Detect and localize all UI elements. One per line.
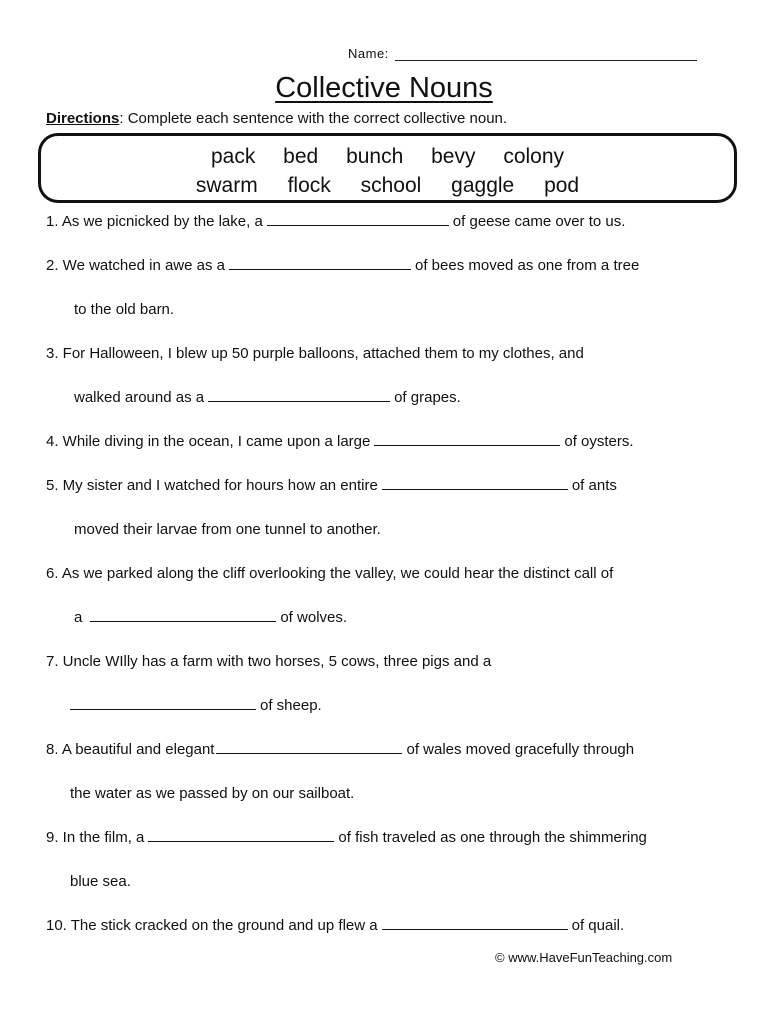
word-bank-word: bevy (431, 145, 476, 168)
page-title-text: Collective Nouns (275, 72, 493, 104)
name-label: Name: (348, 46, 389, 61)
word-bank-word: flock (287, 174, 331, 197)
answer-blank-4[interactable] (374, 431, 560, 446)
question-text: of quail. (571, 917, 625, 934)
answer-blank-3[interactable] (208, 387, 390, 402)
question-text: of oysters. (564, 433, 634, 450)
page-title (0, 70, 768, 106)
question-text: 9. In the film, a (46, 829, 145, 846)
word-bank-row-1 (41, 144, 734, 170)
question-text: of sheep. (260, 697, 322, 714)
question-2-continued (74, 299, 174, 321)
word-bank-word: swarm (195, 174, 258, 197)
answer-blank-8[interactable] (216, 739, 402, 754)
question-text: of wolves. (280, 609, 348, 626)
word-bank-word: gaggle (451, 174, 515, 197)
answer-blank-7[interactable] (70, 695, 256, 710)
question-3 (46, 343, 584, 365)
question-2 (46, 255, 639, 277)
question-4 (46, 431, 634, 453)
question-9 (46, 827, 647, 849)
answer-blank-10[interactable] (382, 915, 568, 930)
question-text: 5. My sister and I watched for hours how an entire (46, 477, 378, 494)
question-9-continued (70, 871, 131, 893)
question-text: 4. While diving in the ocean, I came upon a large (46, 433, 371, 450)
directions-label: Directions (46, 110, 120, 127)
question-1 (46, 211, 625, 233)
question-8 (46, 739, 634, 761)
question-6-continued (74, 607, 347, 629)
question-text: of bees moved as one from a tree (415, 257, 640, 274)
question-text: of ants (571, 477, 617, 494)
directions-text: : Complete each sentence with the correct collective noun. (119, 110, 508, 127)
word-bank-word: pod (544, 174, 580, 197)
question-8-continued (70, 783, 354, 805)
copyright-text: © www.HaveFunTeaching.com (495, 950, 673, 965)
word-bank-word: colony (503, 145, 565, 168)
question-6 (46, 563, 613, 585)
question-text: 8. A beautiful and elegant (46, 741, 215, 758)
question-text: of geese came over to us. (452, 213, 626, 230)
question-text: 1. As we picnicked by the lake, a (46, 213, 263, 230)
word-bank-row-2 (41, 173, 734, 199)
answer-blank-2[interactable] (229, 255, 411, 270)
word-bank-word: pack (210, 145, 256, 168)
answer-blank-1[interactable] (267, 211, 449, 226)
question-text: moved their larvae from one tunnel to another. (74, 521, 381, 538)
question-7 (46, 651, 491, 673)
question-3-continued (74, 387, 461, 409)
copyright-footer (495, 950, 672, 965)
name-row (348, 46, 697, 61)
question-text: 6. As we parked along the cliff overlooking the valley, we could hear the distinct call of (46, 565, 614, 582)
question-text: 3. For Halloween, I blew up 50 purple balloons, attached them to my clothes, and (46, 345, 584, 362)
question-7-continued (70, 695, 322, 717)
question-text: the water as we passed by on our sailboat. (70, 785, 355, 802)
question-10 (46, 915, 624, 937)
answer-blank-6[interactable] (90, 607, 276, 622)
word-bank-word: school (360, 174, 422, 197)
directions (46, 110, 507, 127)
question-5 (46, 475, 617, 497)
question-text: a (74, 609, 83, 626)
question-text: of wales moved gracefully through (406, 741, 635, 758)
word-bank (38, 133, 737, 203)
question-text: blue sea. (70, 873, 131, 890)
answer-blank-5[interactable] (382, 475, 568, 490)
word-bank-word: bunch (346, 145, 404, 168)
question-text: of grapes. (394, 389, 461, 406)
question-5-continued (74, 519, 381, 541)
question-text: 7. Uncle WIlly has a farm with two horses, 5 cows, three pigs and a (46, 653, 492, 670)
word-bank-word: bed (283, 145, 319, 168)
question-text: to the old barn. (74, 301, 175, 318)
question-text: 2. We watched in awe as a (46, 257, 225, 274)
question-text: walked around as a (74, 389, 205, 406)
name-blank[interactable] (395, 46, 697, 61)
question-text: of fish traveled as one through the shimmering (338, 829, 647, 846)
question-text: 10. The stick cracked on the ground and up flew a (46, 917, 378, 934)
answer-blank-9[interactable] (148, 827, 334, 842)
